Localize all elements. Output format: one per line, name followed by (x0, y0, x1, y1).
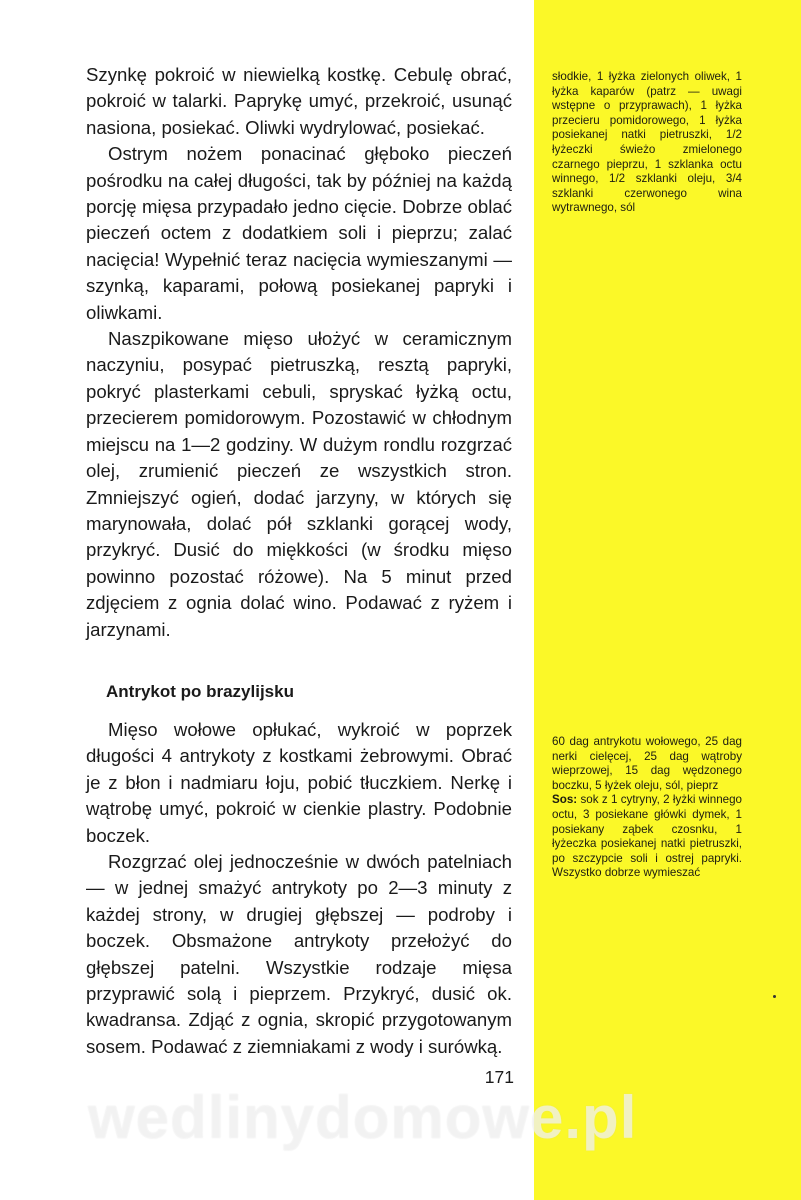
recipe2-ingredients: 60 dag antrykotu wołowego, 25 dag nerki cielęcej, 25 dag wątroby wieprzowej, 15 dag wędzonego boczku, 5 łyżek oleju, sól, pieprz (552, 735, 742, 792)
recipe2-body (86, 717, 512, 1060)
recipe1-paragraph-2: Ostrym nożem ponacinać głęboko pieczeń pośrodku na całej długości, tak by później na każdą porcję mięsa przypadało jedno cięcie. Dobrze oblać pieczeń octem z dodatkiem soli i pieprzu; zalać nacięcia! Wypełnić teraz nacięcia wymieszanymi — szynką, kaparami, połową posiekanej papryki i oliwkami. (86, 143, 512, 323)
sauce-label: Sos: (552, 793, 578, 807)
recipe1-paragraph-1: Szynkę pokroić w niewielką kostkę. Cebulę obrać, pokroić w talarki. Paprykę umyć, przekroić, usunąć nasiona, posiekać. Oliwki wydrylować, posiekać. (86, 64, 512, 138)
page-number: 171 (484, 1067, 514, 1087)
watermark: wedlinydomowe.pl (88, 1084, 638, 1151)
recipe2-ingredients-block (552, 735, 742, 881)
speck-mark (773, 995, 776, 998)
recipe2-paragraph-2: Rozgrzać olej jednocześnie w dwóch patelniach — w jednej smażyć antrykoty po 2—3 minuty z każdej strony, w drugiej głębszej — podroby i boczek. Obsmażone antrykoty przełożyć do głębszej patelni. Wszystkie rodzaje mięsa przyprawić solą i pieprzem. Przykryć, dusić ok. kwadransa. Zdjąć z ognia, skropić przygotowanym sosem. Podawać z ziemniakami z wody i surówką. (86, 851, 512, 1057)
recipe2-title: Antrykot po brazylijsku (106, 682, 294, 701)
recipe1-paragraph-3: Naszpikowane mięso ułożyć w ceramicznym naczyniu, posypać pietruszką, resztą papryki, pokryć plasterkami cebuli, spryskać łyżką octu, przecierem pomidorowym. Pozostawić w chłodnym miejscu na 1—2 godziny. W dużym rondlu rozgrzać olej, zrumienić pieczeń ze wszystkich stron. Zmniejszyć ogień, dodać jarzyny, w których się marynowała, dolać pół szklanki gorącej wody, przykryć. Dusić do miękkości (w środku mięso powinno pozostać różowe). Na 5 minut przed zdjęciem z ognia dolać wino. Podawać z ryżem i jarzynami. (86, 328, 512, 640)
sauce-ingredients: sok z 1 cytryny, 2 łyżki winnego octu, 3 posiekane główki dymek, 1 posiekany ząbek czosnku, 1 łyżeczka posiekanej natki pietruszki, po szczypcie soli i ostrej papryki. Wszystko dobrze wymieszać (552, 793, 742, 880)
recipe2-paragraph-1: Mięso wołowe opłukać, wykroić w poprzek długości 4 antrykoty z kostkami żebrowymi. Obrać je z błon i nadmiaru łoju, pobić tłuczkiem. Nerkę i wątrobę umyć, pokroić w cienkie plastry. Podobnie boczek. (86, 719, 512, 846)
recipe1-body (86, 62, 512, 643)
recipe1-ingredients: słodkie, 1 łyżka zielonych oliwek, 1 łyżka kaparów (patrz — uwagi wstępne o przyprawach), 1 łyżka przecieru pomidorowego, 1 łyżka posiekanej natki pietruszki, 1/2 łyżeczki świeżo zmielonego czarnego pieprzu, 1 szklanka octu winnego, 1/2 szklanki oleju, 3/4 szklanki czerwonego wina wytrawnego, sól (552, 70, 742, 215)
